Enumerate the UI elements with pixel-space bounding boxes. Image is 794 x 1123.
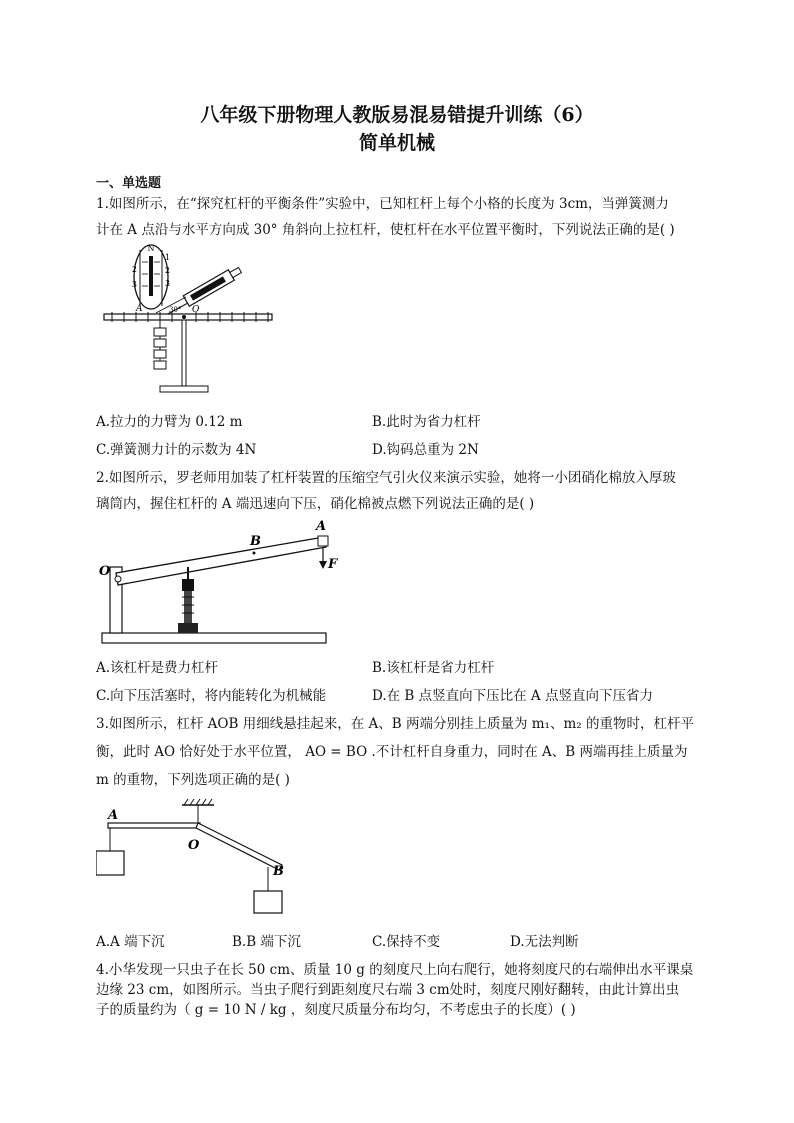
dial-tick-right-3: 3 xyxy=(165,279,171,288)
q3-text-line2: 衡，此时 AO 恰好处于水平位置， AO = BO .不计杠杆自身重力，同时在 A、B 两端再挂上质量为 xyxy=(96,744,688,760)
q1-text-line2: 计在 A 点沿与水平方向成 30° 角斜向上拉杠杆，使杠杆在水平位置平衡时，下列说法正确的是( ) xyxy=(96,222,675,238)
q3-lever-figure xyxy=(96,795,306,920)
q2-option-a[interactable]: A.该杠杆是费力杠杆 xyxy=(96,660,219,676)
q1-option-d[interactable]: D.钩码总重为 2N xyxy=(372,442,479,458)
dial-tick-right-2: 2 xyxy=(165,266,171,275)
dial-tick-left-3: 3 xyxy=(131,280,137,289)
page-subtitle: 简单机械 xyxy=(358,132,435,154)
q2-lever-figure xyxy=(96,515,346,650)
dial-tick-left-2: 2 xyxy=(131,265,137,274)
q2-option-b[interactable]: B.该杠杆是省力杠杆 xyxy=(372,660,495,676)
q3-text-line1: 3.如图所示，杠杆 AOB 用细线悬挂起来，在 A、B 两端分别挂上质量为 m₁、m₂ 的重物时，杠杆平 xyxy=(96,716,694,732)
page-title: 八年级下册物理人教版易混易错提升训练（6） xyxy=(200,104,594,126)
q1-lever-figure xyxy=(96,240,286,400)
q1-option-c[interactable]: C.弹簧测力计的示数为 4N xyxy=(96,442,257,458)
lever-pivot-o: O xyxy=(192,305,200,315)
dial-tick-right-1: 1 xyxy=(165,253,171,262)
lever-pivot-o: O xyxy=(188,838,200,853)
q4-text-line2: 边缘 23 cm，如图所示。当虫子爬行到距刻度尺右端 3 cm处时，刻度尺刚好翻转，由此计算出虫 xyxy=(96,982,680,998)
dial-unit-label: N xyxy=(147,244,155,253)
q3-option-a[interactable]: A.A 端下沉 xyxy=(96,934,165,950)
lever-point-b: B xyxy=(250,534,261,549)
q3-text-line3: m 的重物，下列选项正确的是( ) xyxy=(96,772,290,788)
lever-angle-label: 30° xyxy=(169,306,182,314)
q3-option-d[interactable]: D.无法判断 xyxy=(510,934,579,950)
section-heading: 一、单选题 xyxy=(96,176,162,191)
lever-end-b: B xyxy=(273,864,284,879)
force-label-f: F xyxy=(328,557,338,572)
q1-option-a[interactable]: A.拉力的力臂为 0.12 m xyxy=(96,414,243,430)
q1-text-line1: 1.如图所示，在“探究杠杆的平衡条件”实验中，已知杠杆上每个小格的长度为 3cm，当弹簧测力 xyxy=(96,196,669,212)
q4-text-line3: 子的质量约为（ g = 10 N / kg ，刻度尺质量分布均匀，不考虑虫子的长度）( ) xyxy=(96,1002,576,1018)
q2-text-line1: 2.如图所示，罗老师用加装了杠杆装置的压缩空气引火仪来演示实验，她将一小团硝化棉放入厚玻 xyxy=(96,470,676,486)
lever-end-a: A xyxy=(108,808,119,823)
lever-pivot-o: O xyxy=(99,564,111,579)
q2-text-line2: 璃筒内，握住杠杆的 A 端迅速向下压，硝化棉被点燃下列说法正确的是( ) xyxy=(96,496,535,512)
lever-point-a: A xyxy=(316,519,327,534)
q2-option-c[interactable]: C.向下压活塞时，将内能转化为机械能 xyxy=(96,688,327,704)
q3-option-b[interactable]: B.B 端下沉 xyxy=(232,934,301,950)
q4-text-line1: 4.小华发现一只虫子在长 50 cm、质量 10 g 的刻度尺上向右爬行，她将刻度尺的右端伸出水平课桌 xyxy=(96,962,694,978)
q1-option-b[interactable]: B.此时为省力杠杆 xyxy=(372,414,481,430)
q3-option-c[interactable]: C.保持不变 xyxy=(372,934,441,950)
lever-point-a: A xyxy=(136,304,143,314)
q2-option-d[interactable]: D.在 B 点竖直向下压比在 A 点竖直向下压省力 xyxy=(372,688,653,704)
